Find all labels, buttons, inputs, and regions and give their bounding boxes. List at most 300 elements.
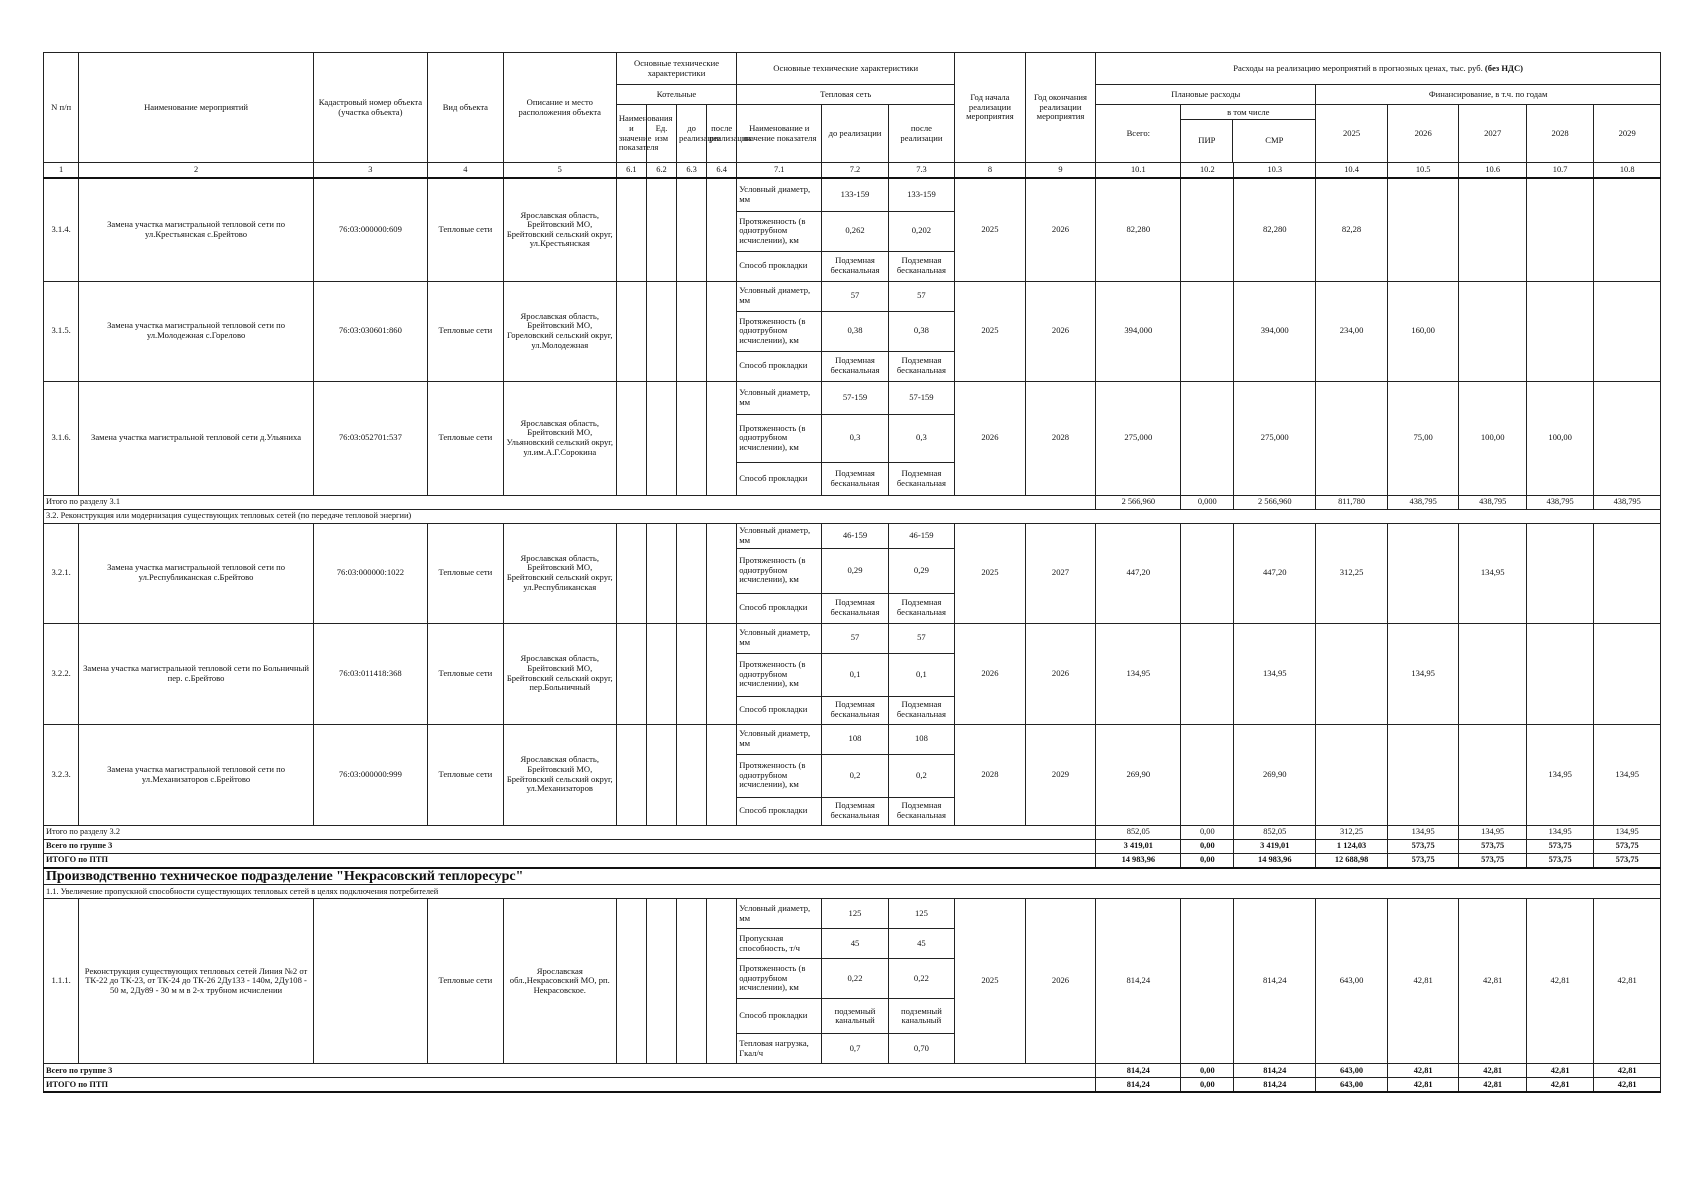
division-title-row bbox=[44, 868, 1661, 885]
cost-year-2028 bbox=[1526, 623, 1593, 724]
group-header-tech-boiler: Основные технические характеристики bbox=[616, 53, 736, 85]
end-year: 2026 bbox=[1025, 623, 1096, 724]
cost-year-2026: 134,95 bbox=[1387, 623, 1459, 724]
param-name: Способ прокладки bbox=[737, 999, 822, 1034]
param-after: 0,1 bbox=[888, 653, 954, 696]
total-label: Итого по разделу 3.1 bbox=[44, 495, 1096, 509]
measure-name: Замена участка магистральной тепловой сети по Больничный пер. с.Брейтово bbox=[79, 623, 314, 724]
cost-total: 269,90 bbox=[1096, 724, 1181, 825]
param-name: Способ прокладки bbox=[737, 251, 822, 281]
col-header-object-type: Вид объекта bbox=[427, 53, 503, 163]
object-type: Тепловые сети bbox=[427, 381, 503, 495]
param-name: Условный диаметр, мм bbox=[737, 281, 822, 311]
table-row bbox=[44, 899, 1661, 929]
total-smr: 814,24 bbox=[1234, 1064, 1316, 1078]
section-title: 3.2. Реконструкция или модернизация существующих тепловых сетей (по передаче тепловой энергии) bbox=[44, 509, 1661, 523]
col-header-year-2026: 2026 bbox=[1387, 105, 1459, 163]
start-year: 2025 bbox=[955, 281, 1026, 381]
param-name: Способ прокладки bbox=[737, 797, 822, 825]
col-header-pir: ПИР bbox=[1181, 120, 1233, 162]
cost-smr: 275,000 bbox=[1234, 381, 1316, 495]
cost-year-2025: 82,28 bbox=[1316, 178, 1388, 281]
col-header-boiler-param: Наименования и значение показателя bbox=[616, 105, 646, 163]
start-year: 2025 bbox=[955, 899, 1026, 1064]
total-label: Всего по группе 3 bbox=[44, 839, 1096, 853]
start-year: 2026 bbox=[955, 381, 1026, 495]
column-number: 3 bbox=[313, 163, 427, 179]
col-header-net-after: после реализации bbox=[888, 105, 954, 163]
param-name: Протяженность (в однотрубном исчислении), км bbox=[737, 754, 822, 797]
end-year: 2028 bbox=[1025, 381, 1096, 495]
param-name: Способ прокладки bbox=[737, 593, 822, 623]
object-type: Тепловые сети bbox=[427, 899, 503, 1064]
total-year-2028: 573,75 bbox=[1526, 853, 1593, 868]
total-pir: 0,00 bbox=[1181, 1064, 1234, 1078]
param-name: Условный диаметр, мм bbox=[737, 724, 822, 754]
cadastral-number: 76:03:011418:368 bbox=[313, 623, 427, 724]
param-after: Подземная бесканальная bbox=[888, 462, 954, 495]
cost-year-2027 bbox=[1459, 623, 1526, 724]
total-pir: 0,00 bbox=[1181, 825, 1234, 839]
cost-year-2028: 100,00 bbox=[1526, 381, 1593, 495]
cost-pir bbox=[1181, 381, 1234, 495]
param-before: Подземная бесканальная bbox=[822, 696, 888, 724]
measure-name: Замена участка магистральной тепловой сети по ул.Молодежная с.Горелово bbox=[79, 281, 314, 381]
cost-total: 275,000 bbox=[1096, 381, 1181, 495]
cost-pir bbox=[1181, 523, 1234, 623]
boiler-cell bbox=[646, 178, 676, 281]
total-year-2029: 42,81 bbox=[1594, 1064, 1661, 1078]
param-after: 0,29 bbox=[888, 548, 954, 593]
start-year: 2028 bbox=[955, 724, 1026, 825]
param-before: 0,22 bbox=[822, 959, 888, 999]
column-number: 10.2 bbox=[1181, 163, 1234, 179]
col-header-year-2027: 2027 bbox=[1459, 105, 1526, 163]
param-before: 125 bbox=[822, 899, 888, 929]
boiler-cell bbox=[616, 281, 646, 381]
total-year-2025: 811,780 bbox=[1316, 495, 1388, 509]
col-header-boiler-before: до реализации bbox=[677, 105, 707, 163]
total-year-2026: 573,75 bbox=[1387, 839, 1459, 853]
cadastral-number: 76:03:000000:1022 bbox=[313, 523, 427, 623]
param-after: 0,22 bbox=[888, 959, 954, 999]
measure-name: Замена участка магистральной тепловой сети по ул.Механизаторов с.Брейтово bbox=[79, 724, 314, 825]
cost-smr: 447,20 bbox=[1234, 523, 1316, 623]
boiler-cell bbox=[646, 899, 676, 1064]
param-after: Подземная бесканальная bbox=[888, 797, 954, 825]
investment-program-table-sheet bbox=[43, 52, 1661, 1093]
total-smr: 14 983,96 bbox=[1234, 853, 1316, 868]
param-after: Подземная бесканальная bbox=[888, 593, 954, 623]
column-number: 10.5 bbox=[1387, 163, 1459, 179]
param-name: Условный диаметр, мм bbox=[737, 178, 822, 211]
cost-total: 814,24 bbox=[1096, 899, 1181, 1064]
total-label: Итого по разделу 3.2 bbox=[44, 825, 1096, 839]
table-body bbox=[44, 163, 1661, 1093]
total-year-2026: 573,75 bbox=[1387, 853, 1459, 868]
cost-smr: 394,000 bbox=[1234, 281, 1316, 381]
column-number-row bbox=[44, 163, 1661, 179]
cost-pir bbox=[1181, 724, 1234, 825]
column-number: 10.6 bbox=[1459, 163, 1526, 179]
total-year-2025: 12 688,98 bbox=[1316, 853, 1388, 868]
param-before: 0,262 bbox=[822, 211, 888, 251]
param-before: Подземная бесканальная bbox=[822, 797, 888, 825]
total-year-2029: 573,75 bbox=[1594, 839, 1661, 853]
total-year-2025: 643,00 bbox=[1316, 1064, 1388, 1078]
measure-name: Реконструкция существующих тепловых сетей Линия №2 от ТК-22 до ТК-23, от ТК-24 до ТК-26 2Ду133 - 140м, 2Ду108 - 50 м, 2Ду89 - 30 м м в 2-х трубном исчислении bbox=[79, 899, 314, 1064]
cost-smr: 134,95 bbox=[1234, 623, 1316, 724]
cost-year-2026 bbox=[1387, 523, 1459, 623]
col-header-incl bbox=[1181, 105, 1316, 163]
param-before: 0,38 bbox=[822, 311, 888, 351]
total-year-2027: 573,75 bbox=[1459, 853, 1526, 868]
column-number: 6.1 bbox=[616, 163, 646, 179]
row-number: 3.2.2. bbox=[44, 623, 79, 724]
total-pir: 0,000 bbox=[1181, 495, 1234, 509]
boiler-cell bbox=[646, 724, 676, 825]
end-year: 2026 bbox=[1025, 899, 1096, 1064]
total-year-2025: 1 124,03 bbox=[1316, 839, 1388, 853]
measure-name: Замена участка магистральной тепловой сети по ул.Крестьянская с.Брейтово bbox=[79, 178, 314, 281]
cost-year-2026: 75,00 bbox=[1387, 381, 1459, 495]
param-after: 57 bbox=[888, 623, 954, 653]
group-header-planned: Плановые расходы bbox=[1096, 85, 1316, 105]
total-label: Всего по группе 3 bbox=[44, 1064, 1096, 1078]
column-number: 10.4 bbox=[1316, 163, 1388, 179]
start-year: 2025 bbox=[955, 178, 1026, 281]
row-number: 1.1.1. bbox=[44, 899, 79, 1064]
boiler-cell bbox=[616, 724, 646, 825]
total-year-2026: 42,81 bbox=[1387, 1078, 1459, 1093]
boiler-cell bbox=[677, 281, 707, 381]
column-number: 7.3 bbox=[888, 163, 954, 179]
measure-name: Замена участка магистральной тепловой сети по ул.Республиканская с.Брейтово bbox=[79, 523, 314, 623]
param-before: Подземная бесканальная bbox=[822, 351, 888, 381]
boiler-cell bbox=[707, 381, 737, 495]
param-after: 57 bbox=[888, 281, 954, 311]
param-name: Протяженность (в однотрубном исчислении), км bbox=[737, 414, 822, 462]
start-year: 2025 bbox=[955, 523, 1026, 623]
cost-year-2029 bbox=[1594, 178, 1661, 281]
incl-label: в том числе bbox=[1181, 105, 1315, 120]
param-after: 0,3 bbox=[888, 414, 954, 462]
total-year-2028: 134,95 bbox=[1526, 825, 1593, 839]
total-year-2028: 438,795 bbox=[1526, 495, 1593, 509]
total-smr: 852,05 bbox=[1234, 825, 1316, 839]
cost-year-2025: 312,25 bbox=[1316, 523, 1388, 623]
table-row bbox=[44, 724, 1661, 754]
start-year: 2026 bbox=[955, 623, 1026, 724]
param-name: Тепловая нагрузка, Гкал/ч bbox=[737, 1034, 822, 1064]
param-after: Подземная бесканальная bbox=[888, 696, 954, 724]
boiler-cell bbox=[677, 899, 707, 1064]
table-row bbox=[44, 281, 1661, 311]
group-header-financing: Финансирование, в т.ч. по годам bbox=[1316, 85, 1661, 105]
table-row bbox=[44, 381, 1661, 414]
boiler-cell bbox=[677, 724, 707, 825]
subtotal-row-3-1 bbox=[44, 495, 1661, 509]
boiler-cell bbox=[677, 623, 707, 724]
param-after: 133-159 bbox=[888, 178, 954, 211]
param-before: 45 bbox=[822, 929, 888, 959]
param-name: Способ прокладки bbox=[737, 462, 822, 495]
object-description: Ярославская область, Брейтовский МО, Брейтовский сельский округ, ул.Крестьянская bbox=[503, 178, 616, 281]
costs-header-vat: (без НДС) bbox=[1484, 62, 1524, 73]
param-name: Протяженность (в однотрубном исчислении), км bbox=[737, 548, 822, 593]
boiler-cell bbox=[707, 178, 737, 281]
cost-year-2027: 134,95 bbox=[1459, 523, 1526, 623]
boiler-cell bbox=[707, 281, 737, 381]
param-after: 57-159 bbox=[888, 381, 954, 414]
param-after: 108 bbox=[888, 724, 954, 754]
boiler-cell bbox=[677, 178, 707, 281]
param-after: 46-159 bbox=[888, 523, 954, 548]
boiler-cell bbox=[707, 724, 737, 825]
measures-table bbox=[43, 52, 1661, 1093]
param-before: 57 bbox=[822, 623, 888, 653]
param-before: Подземная бесканальная bbox=[822, 593, 888, 623]
cost-total: 134,95 bbox=[1096, 623, 1181, 724]
column-number: 9 bbox=[1025, 163, 1096, 179]
col-header-description: Описание и место расположения объекта bbox=[503, 53, 616, 163]
param-after: 45 bbox=[888, 929, 954, 959]
cost-year-2029 bbox=[1594, 623, 1661, 724]
total-year-2029: 438,795 bbox=[1594, 495, 1661, 509]
total-year-2029: 573,75 bbox=[1594, 853, 1661, 868]
param-after: 0,202 bbox=[888, 211, 954, 251]
param-before: 0,1 bbox=[822, 653, 888, 696]
object-type: Тепловые сети bbox=[427, 281, 503, 381]
total-pir: 0,00 bbox=[1181, 839, 1234, 853]
object-description: Ярославская обл.,Некрасовский МО, рп. Некрасовское. bbox=[503, 899, 616, 1064]
total-year-2027: 42,81 bbox=[1459, 1064, 1526, 1078]
column-number: 4 bbox=[427, 163, 503, 179]
col-header-number: N п/п bbox=[44, 53, 79, 163]
boiler-cell bbox=[707, 623, 737, 724]
row-number: 3.1.5. bbox=[44, 281, 79, 381]
boiler-cell bbox=[646, 623, 676, 724]
col-header-end-year: Год окончания реализации мероприятия bbox=[1025, 53, 1096, 163]
param-before: 0,2 bbox=[822, 754, 888, 797]
param-name: Пропускная способность, т/ч bbox=[737, 929, 822, 959]
end-year: 2026 bbox=[1025, 281, 1096, 381]
object-description: Ярославская область, Брейтовский МО, Брейтовский сельский округ, пер.Больничный bbox=[503, 623, 616, 724]
section-row-3-2 bbox=[44, 509, 1661, 523]
param-name: Способ прокладки bbox=[737, 696, 822, 724]
cost-year-2026 bbox=[1387, 178, 1459, 281]
group-header-tech-network: Основные технические характеристики bbox=[737, 53, 955, 85]
param-after: Подземная бесканальная bbox=[888, 251, 954, 281]
table-row bbox=[44, 623, 1661, 653]
cost-year-2028 bbox=[1526, 178, 1593, 281]
cadastral-number: 76:03:052701:537 bbox=[313, 381, 427, 495]
row-number: 3.1.4. bbox=[44, 178, 79, 281]
object-description: Ярославская область, Брейтовский МО, Ульяновский сельский округ, ул.им.А.Г.Сорокина bbox=[503, 381, 616, 495]
cost-year-2025 bbox=[1316, 381, 1388, 495]
total-year-2026: 42,81 bbox=[1387, 1064, 1459, 1078]
boiler-cell bbox=[616, 178, 646, 281]
cost-year-2027: 42,81 bbox=[1459, 899, 1526, 1064]
column-number: 6.2 bbox=[646, 163, 676, 179]
cost-pir bbox=[1181, 178, 1234, 281]
param-name: Протяженность (в однотрубном исчислении), км bbox=[737, 211, 822, 251]
cost-pir bbox=[1181, 623, 1234, 724]
subtotal-row-3-2 bbox=[44, 825, 1661, 839]
cost-year-2025: 234,00 bbox=[1316, 281, 1388, 381]
column-number: 6.4 bbox=[707, 163, 737, 179]
cost-year-2025 bbox=[1316, 623, 1388, 724]
column-number: 10.1 bbox=[1096, 163, 1181, 179]
total-year-2025: 643,00 bbox=[1316, 1078, 1388, 1093]
param-before: 133-159 bbox=[822, 178, 888, 211]
column-number: 2 bbox=[79, 163, 314, 179]
ptp-total-row bbox=[44, 853, 1661, 868]
object-description: Ярославская область, Брейтовский МО, Брейтовский сельский округ, ул.Республиканская bbox=[503, 523, 616, 623]
ptp-total-row-2 bbox=[44, 1078, 1661, 1093]
cost-year-2025: 643,00 bbox=[1316, 899, 1388, 1064]
total-sum: 852,05 bbox=[1096, 825, 1181, 839]
cost-year-2028 bbox=[1526, 281, 1593, 381]
object-description: Ярославская область, Брейтовский МО, Гореловский сельский округ, ул.Молодежная bbox=[503, 281, 616, 381]
total-sum: 14 983,96 bbox=[1096, 853, 1181, 868]
cost-pir bbox=[1181, 899, 1234, 1064]
end-year: 2027 bbox=[1025, 523, 1096, 623]
param-after: 0,70 bbox=[888, 1034, 954, 1064]
total-smr: 3 419,01 bbox=[1234, 839, 1316, 853]
cost-year-2029 bbox=[1594, 281, 1661, 381]
table-row bbox=[44, 178, 1661, 211]
boiler-cell bbox=[616, 523, 646, 623]
column-number: 8 bbox=[955, 163, 1026, 179]
column-number: 10.8 bbox=[1594, 163, 1661, 179]
incl-subheaders bbox=[1181, 120, 1315, 162]
col-header-name: Наименование мероприятий bbox=[79, 53, 314, 163]
cost-year-2026 bbox=[1387, 724, 1459, 825]
cost-smr: 82,280 bbox=[1234, 178, 1316, 281]
param-before: 46-159 bbox=[822, 523, 888, 548]
cost-year-2026: 160,00 bbox=[1387, 281, 1459, 381]
total-year-2027: 134,95 bbox=[1459, 825, 1526, 839]
param-before: Подземная бесканальная bbox=[822, 251, 888, 281]
col-header-start-year: Год начала реализации мероприятия bbox=[955, 53, 1026, 163]
total-sum: 814,24 bbox=[1096, 1078, 1181, 1093]
param-after: Подземная бесканальная bbox=[888, 351, 954, 381]
param-before: 0,3 bbox=[822, 414, 888, 462]
col-header-boiler-unit: Ед. изм bbox=[646, 105, 676, 163]
total-pir: 0,00 bbox=[1181, 853, 1234, 868]
cost-year-2028 bbox=[1526, 523, 1593, 623]
col-header-year-2025: 2025 bbox=[1316, 105, 1388, 163]
param-before: 0,7 bbox=[822, 1034, 888, 1064]
total-year-2029: 42,81 bbox=[1594, 1078, 1661, 1093]
total-sum: 2 566,960 bbox=[1096, 495, 1181, 509]
cost-year-2026: 42,81 bbox=[1387, 899, 1459, 1064]
total-sum: 814,24 bbox=[1096, 1064, 1181, 1078]
cost-year-2029 bbox=[1594, 523, 1661, 623]
row-number: 3.2.1. bbox=[44, 523, 79, 623]
column-number: 10.3 bbox=[1234, 163, 1316, 179]
cadastral-number bbox=[313, 899, 427, 1064]
cost-year-2027 bbox=[1459, 281, 1526, 381]
total-year-2027: 573,75 bbox=[1459, 839, 1526, 853]
boiler-cell bbox=[646, 281, 676, 381]
object-type: Тепловые сети bbox=[427, 178, 503, 281]
boiler-cell bbox=[616, 899, 646, 1064]
total-year-2029: 134,95 bbox=[1594, 825, 1661, 839]
group-header-costs bbox=[1096, 53, 1661, 85]
cost-total: 394,000 bbox=[1096, 281, 1181, 381]
column-number: 10.7 bbox=[1526, 163, 1593, 179]
total-year-2028: 42,81 bbox=[1526, 1064, 1593, 1078]
param-name: Условный диаметр, мм bbox=[737, 381, 822, 414]
total-year-2027: 438,795 bbox=[1459, 495, 1526, 509]
param-before: 108 bbox=[822, 724, 888, 754]
total-year-2026: 134,95 bbox=[1387, 825, 1459, 839]
cost-total: 447,20 bbox=[1096, 523, 1181, 623]
group-total-row bbox=[44, 839, 1661, 853]
table-header bbox=[44, 53, 1661, 163]
column-number: 1 bbox=[44, 163, 79, 179]
boiler-cell bbox=[707, 899, 737, 1064]
section-title: Производственно техническое подразделение "Некрасовский теплоресурс" bbox=[44, 868, 1661, 885]
col-header-cadastral: Кадастровый номер объекта (участка объекта) bbox=[313, 53, 427, 163]
col-header-total: Всего: bbox=[1096, 105, 1181, 163]
measure-name: Замена участка магистральной тепловой сети д.Ульяниха bbox=[79, 381, 314, 495]
cost-smr: 269,90 bbox=[1234, 724, 1316, 825]
object-type: Тепловые сети bbox=[427, 523, 503, 623]
object-description: Ярославская область, Брейтовский МО, Брейтовский сельский округ, ул.Механизаторов bbox=[503, 724, 616, 825]
column-number: 6.3 bbox=[677, 163, 707, 179]
param-after: 0,2 bbox=[888, 754, 954, 797]
boiler-cell bbox=[677, 523, 707, 623]
row-number: 3.2.3. bbox=[44, 724, 79, 825]
total-label: ИТОГО по ПТП bbox=[44, 1078, 1096, 1093]
param-name: Условный диаметр, мм bbox=[737, 899, 822, 929]
cost-smr: 814,24 bbox=[1234, 899, 1316, 1064]
object-type: Тепловые сети bbox=[427, 623, 503, 724]
param-after: подземный канальный bbox=[888, 999, 954, 1034]
cost-total: 82,280 bbox=[1096, 178, 1181, 281]
param-before: 57-159 bbox=[822, 381, 888, 414]
total-year-2025: 312,25 bbox=[1316, 825, 1388, 839]
param-name: Протяженность (в однотрубном исчислении), км bbox=[737, 311, 822, 351]
col-header-smr: СМР bbox=[1265, 135, 1284, 146]
column-number: 7.2 bbox=[822, 163, 888, 179]
total-year-2028: 42,81 bbox=[1526, 1078, 1593, 1093]
total-smr: 2 566,960 bbox=[1234, 495, 1316, 509]
col-header-net-param: Наименование и значение показателя bbox=[737, 105, 822, 163]
total-year-2026: 438,795 bbox=[1387, 495, 1459, 509]
cadastral-number: 76:03:030601:860 bbox=[313, 281, 427, 381]
cost-year-2025 bbox=[1316, 724, 1388, 825]
costs-header-text: Расходы на реализацию мероприятий в прогнозных ценах, тыс. руб. bbox=[1233, 62, 1483, 73]
cost-pir bbox=[1181, 281, 1234, 381]
total-pir: 0,00 bbox=[1181, 1078, 1234, 1093]
cadastral-number: 76:03:000000:999 bbox=[313, 724, 427, 825]
total-smr: 814,24 bbox=[1234, 1078, 1316, 1093]
section-row-1-1 bbox=[44, 885, 1661, 899]
param-name: Условный диаметр, мм bbox=[737, 523, 822, 548]
cost-year-2027: 100,00 bbox=[1459, 381, 1526, 495]
boiler-cell bbox=[616, 381, 646, 495]
end-year: 2026 bbox=[1025, 178, 1096, 281]
group-header-heat-network: Тепловая сеть bbox=[737, 85, 955, 105]
param-after: 0,38 bbox=[888, 311, 954, 351]
boiler-cell bbox=[707, 523, 737, 623]
cost-year-2029 bbox=[1594, 381, 1661, 495]
col-header-net-before: до реализации bbox=[822, 105, 888, 163]
